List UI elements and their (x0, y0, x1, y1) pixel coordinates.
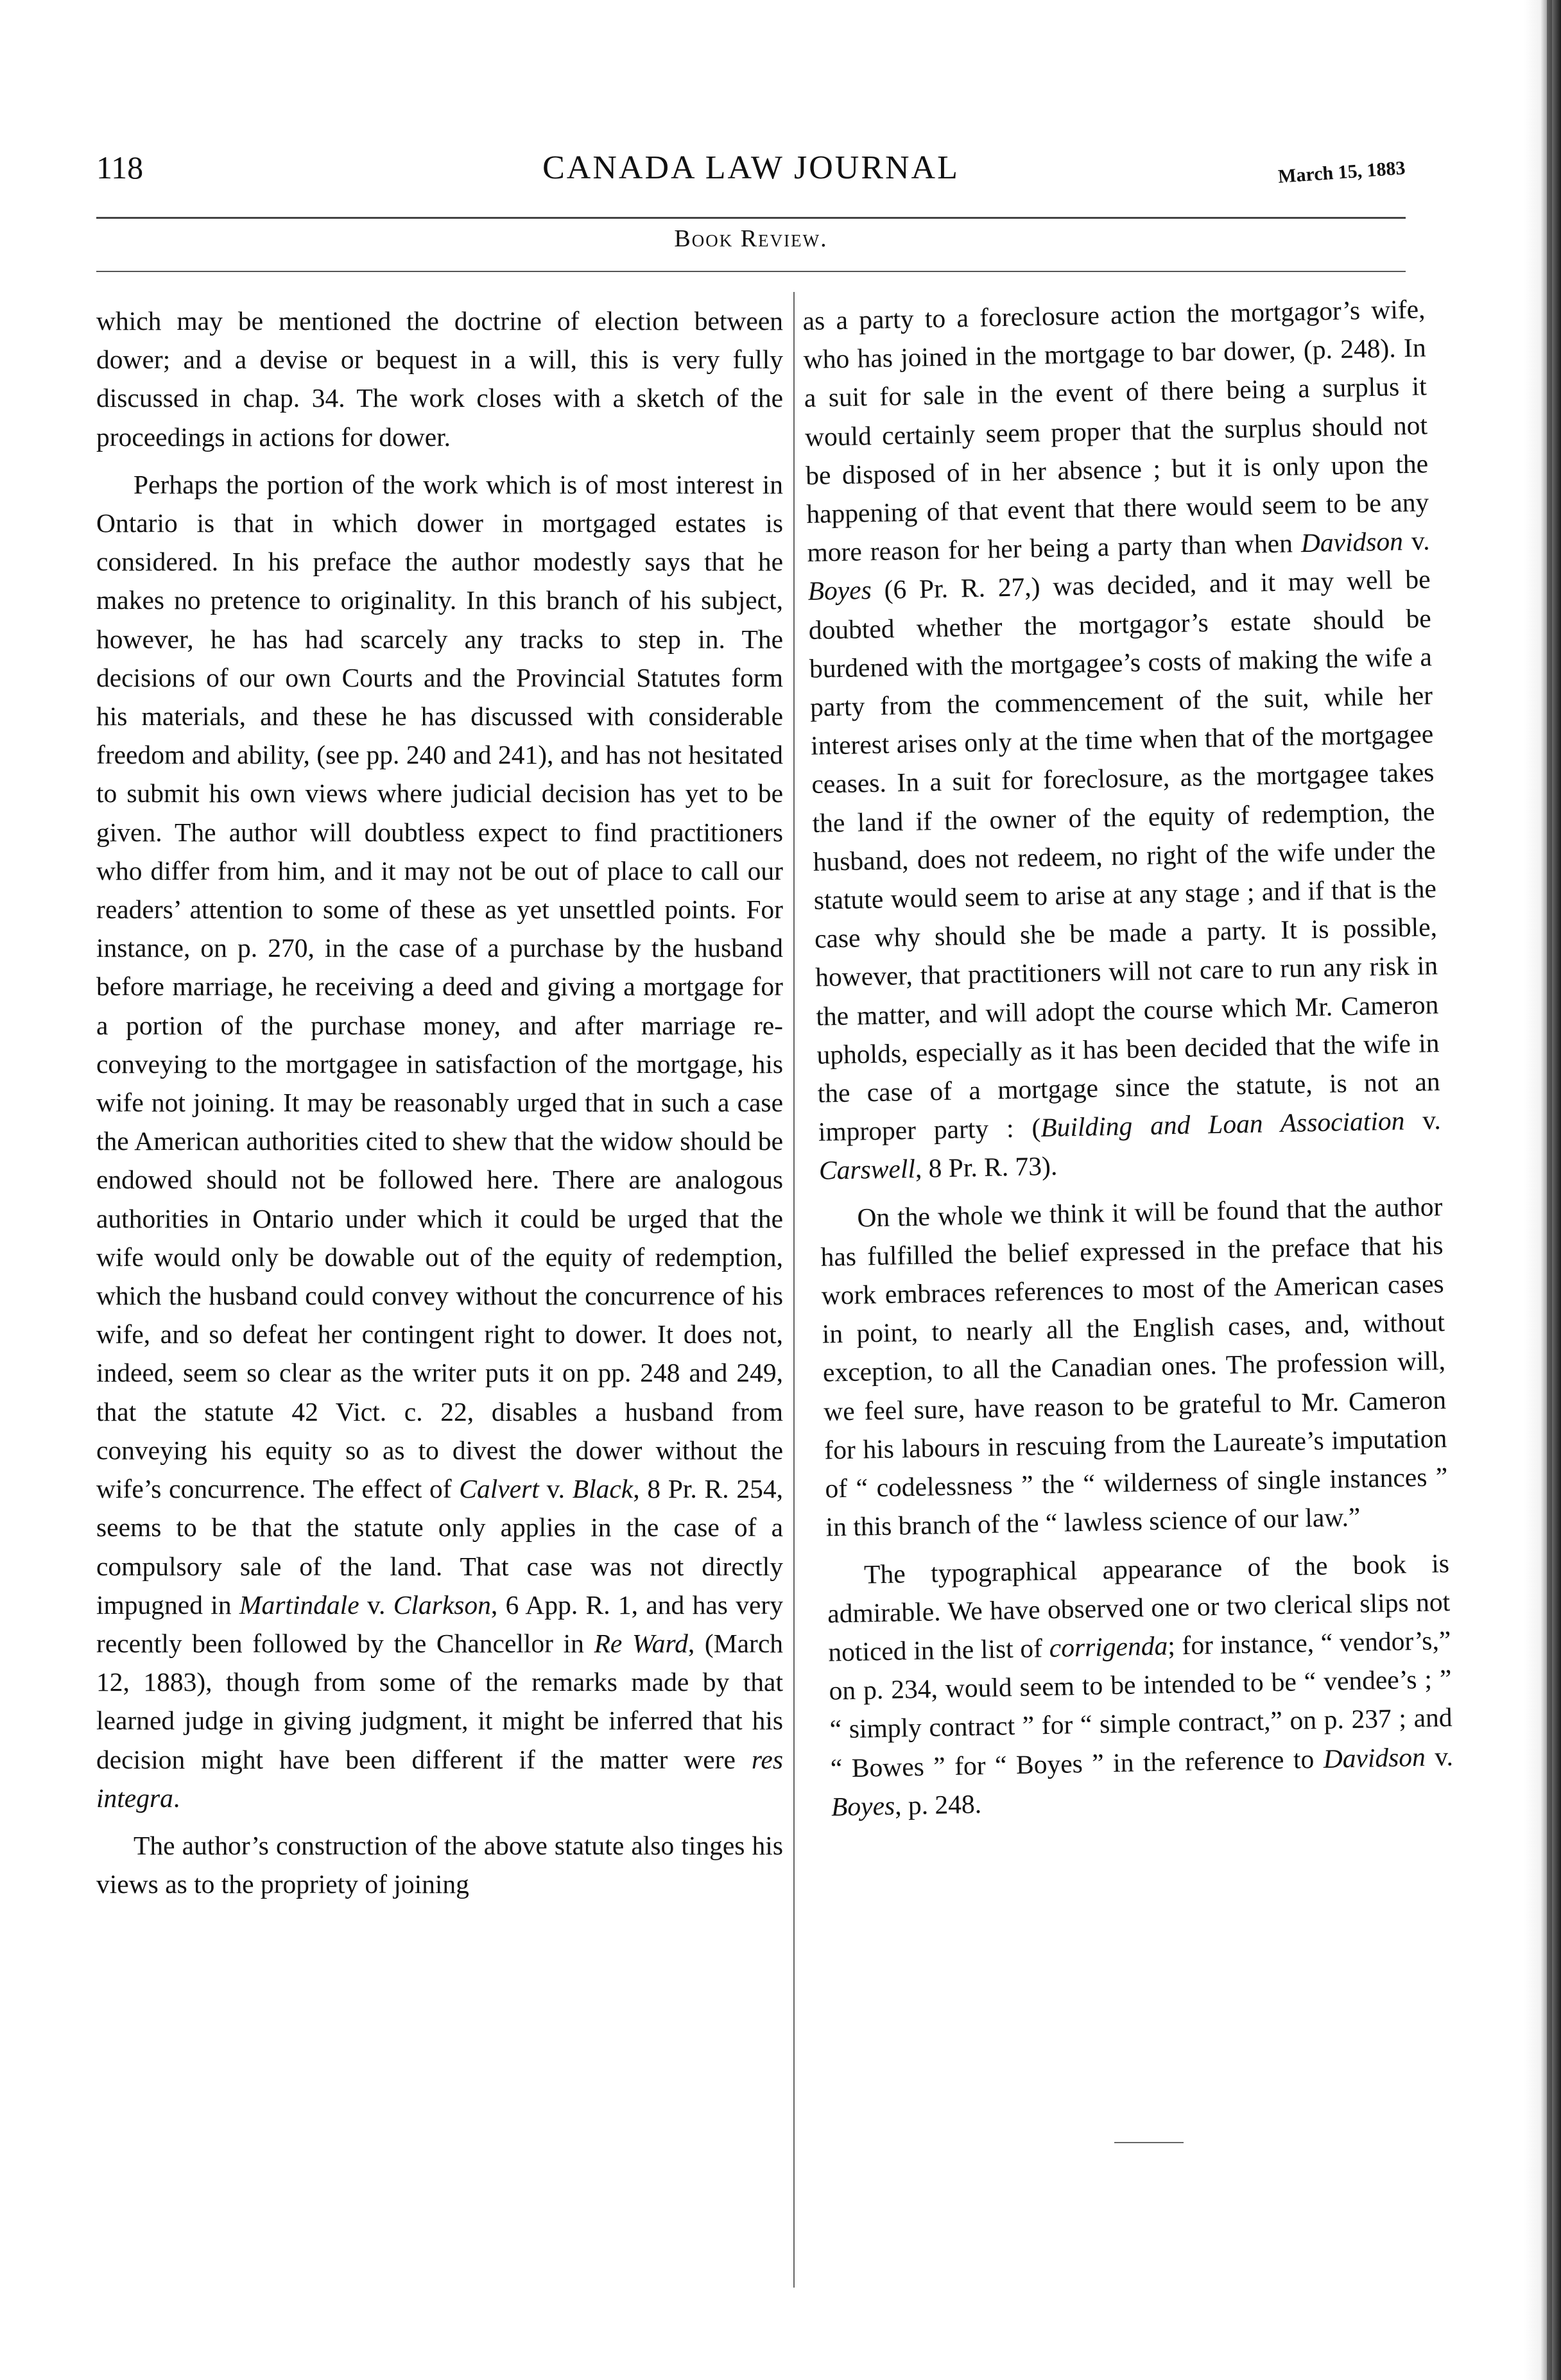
case-name: Black (572, 1474, 634, 1504)
paragraph-statute-construction: The author’s construction of the above statute also tinges his views as to the propriety of joining (96, 1830, 783, 1899)
text-run: v. (539, 1474, 573, 1504)
case-name: Re Ward (594, 1628, 688, 1658)
end-dash (1114, 2142, 1184, 2143)
column-divider (793, 292, 795, 2288)
case-name: Building and Loan Association (1040, 1106, 1405, 1143)
paragraph-typography (827, 1544, 1454, 1826)
text-run: (6 Pr. R. 27,) was decided, and it may well be doubted whether the mortgagor’s estate should be burdened with the mortgagee’s costs of making the wife a party from the commencement of the suit, while her interest arises only at the time when that of the mortgagee ceases. In a suit for foreclosure, as the mortgagee takes the land if the owner of the equity of redemption, the husband, does not redeem, no right of the wife under the statute would seem to arise at any stage ; and if that is the case why should she be made a party. It is possible, however, that practitioners will not care to run any risk in the matter, and will adopt the course which Mr. Cameron upholds, especially as it has been decided that the wife in the case of a mortgage since the statute, is not an improper party : ( (808, 564, 1440, 1147)
left-column (96, 302, 783, 1903)
text-run: . (173, 1783, 180, 1813)
issue-date: March 15, 1883 (1277, 157, 1406, 187)
paragraph-on-the-whole: On the whole we think it will be found that the author has fulfilled the belief expressed in the preface that his work embraces references to most of the American cases in point, to nearly all the English cases, and, without exception, to all the Canadian ones. The profession will, we feel sure, have reason to be grateful to Mr. Cameron for his labours in rescuing from the Laureate’s imputation of “ codelessness ” the “ wilderness of single instances ” in this branch of the “ lawless science of our law.” (820, 1191, 1448, 1542)
journal-title: CANADA LAW JOURNAL (542, 150, 960, 186)
case-name: Boyes (807, 575, 872, 606)
text-run: , (March 12, 1883), though from some of the remarks made by that learned judge in giving judgment, it might be inferred that his decision might have been different if the matter were (96, 1628, 784, 1774)
page-number: 118 (96, 150, 144, 185)
case-name: Davidson (1300, 526, 1404, 558)
case-name: Martindale (239, 1589, 359, 1620)
text-run: v. (359, 1589, 393, 1620)
text-run: The typographical appearance of the book is admirable. We have observed one or two clerical slips not noticed in the list of (827, 1548, 1451, 1667)
section-rule (96, 271, 1406, 272)
paragraph-continued: which may be mentioned the doctrine of election between dower; and a devise or bequest in a will, this is very fully discussed in chap. 34. The work closes with a sketch of the proceedings in actions for dower. (96, 306, 783, 452)
scan-edge-shadow (1524, 0, 1561, 2380)
text-run: as a party to a foreclosure action the mortgagor’s wife, who has joined in the mortgage to bar dower, (p. 248). In a suit for sale in the event of there being a surplus it would certainly seem proper that the surplus should not be disposed of in her absence ; but it is only upon the happening of that event that there would seem to be any more reason for her being a party than when (802, 294, 1429, 568)
text-run: v. (1404, 1105, 1442, 1136)
text-run: , p. 248. (894, 1788, 982, 1820)
paragraph-dower-mortgaged-estates (96, 465, 783, 1817)
text-run: ; for instance, “ vendor’s,” on p. 234, would seem to be intended to be “ vendee’s ; ” “ simply contract ” for “ simple contract,” on p. 237 ; and “ Bowes ” for “ Boyes ” in the reference to (829, 1625, 1453, 1783)
section-title: Book Review. (674, 225, 828, 252)
case-name: Davidson (1323, 1742, 1426, 1774)
latin-phrase: corrigenda (1049, 1631, 1168, 1663)
text-run: Perhaps the portion of the work which is of most interest in Ontario is that in which dower in mortgaged estates is considered. In his preface the author modestly says that he makes no pretence to originality. In this branch of his subject, however, he has had scarcely any tracks to step in. The decisions of our own Courts and the Provincial Statutes form his materials, and these he has discussed with considerable freedom and ability, (see pp. 240 and 241), and has not hesitated to submit his own views where judicial decision has yet to be given. The author will doubtless expect to find practitioners who differ from him, and it may not be out of place to call our readers’ attention to some of these as yet unsettled points. For instance, on p. 270, in the case of a purchase by the husband before marriage, he receiving a deed and giving a mortgage for a portion of the purchase money, and after marriage re-conveying to the mortgagee in satisfaction of the mortgage, his wife not joining. It may be reasonably urged that in such a case the American authorities cited to shew that the widow should be endowed should not be followed here. There are analogous authorities in Ontario under which it could be urged that the wife would only be dowable out of the equity of redemption, which the husband could convey without the concurrence of his wife, and so defeat her contingent right to dower. It does not, indeed, seem so clear as the writer puts it on pp. 248 and 249, that the statute 42 Vict. c. 22, disables a husband from conveying his equity so as to divest the dower without the wife’s concurrence. The effect of (96, 469, 783, 1504)
case-name: Calvert (459, 1474, 539, 1504)
running-header (96, 149, 1406, 200)
case-name: Boyes (831, 1790, 895, 1822)
text-run: v. (1425, 1741, 1454, 1772)
paragraph-foreclosure (802, 289, 1442, 1190)
case-name: Clarkson (393, 1589, 491, 1620)
scan-edge-streak (1547, 0, 1552, 2380)
case-name: Carswell (818, 1154, 916, 1186)
text-run: v. (1402, 526, 1430, 556)
header-rule (96, 217, 1406, 219)
text-run: , 8 Pr. R. 254, seems to be that the statute only applies in the case of a compulsory sale of the land. That case was not directly impugned in (96, 1474, 783, 1620)
text-run: , 6 App. R. 1, and has very recently been followed by the Chancellor in (96, 1589, 783, 1658)
right-column (802, 289, 1454, 1826)
text-run: , 8 Pr. R. 73). (915, 1151, 1058, 1184)
latin-phrase: res integra (96, 1744, 783, 1813)
